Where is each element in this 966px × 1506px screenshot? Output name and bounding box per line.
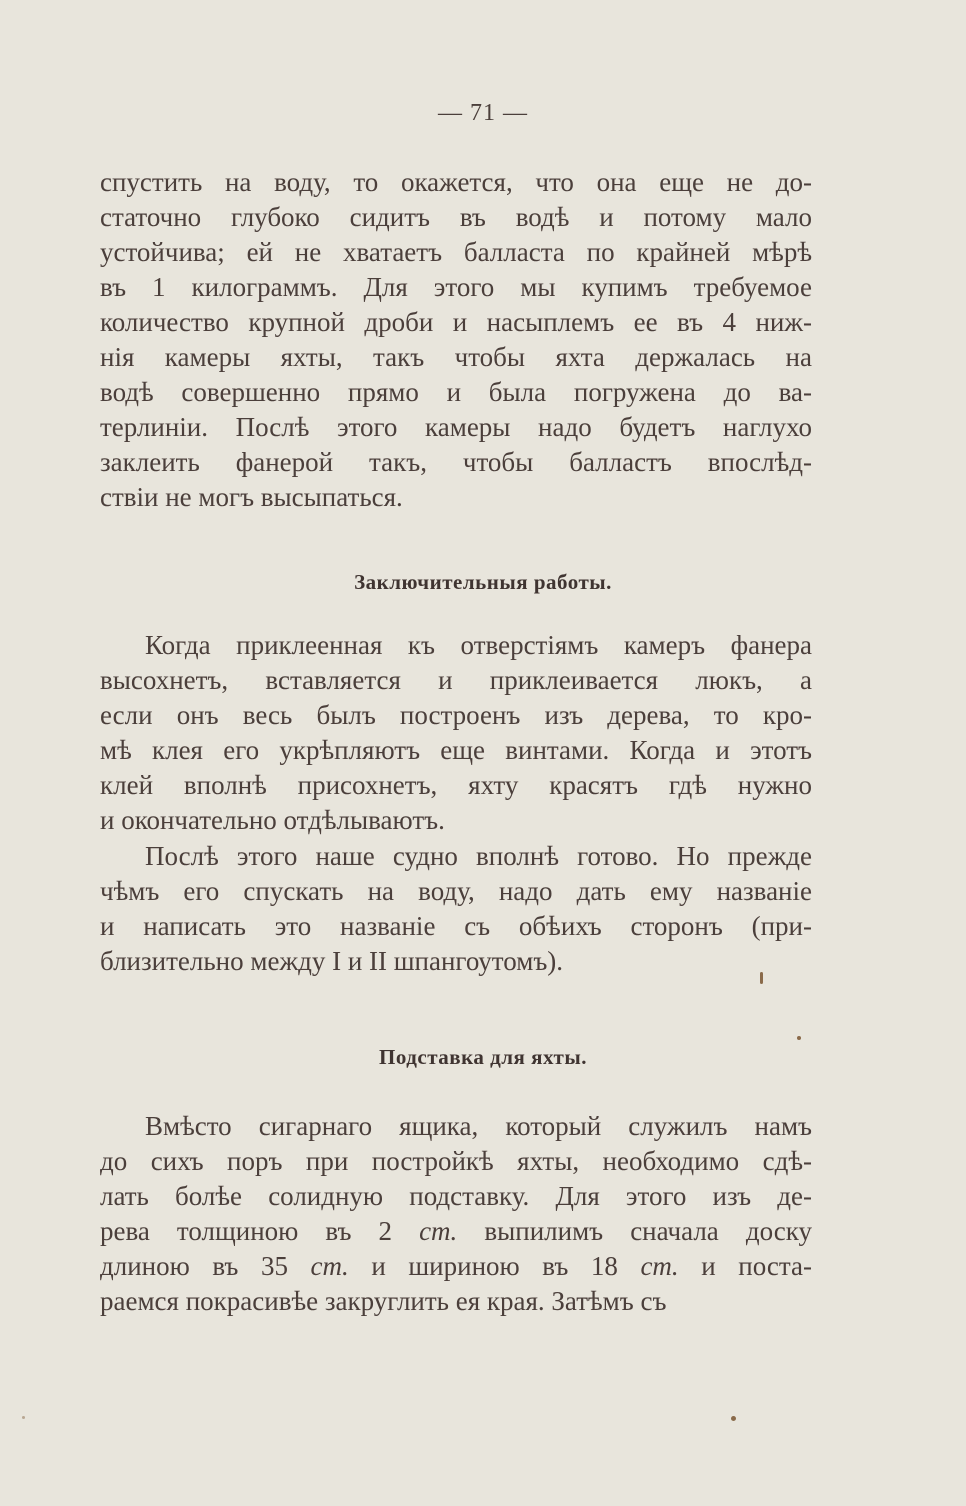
- text-line: Послѣ этого наше судно вполнѣ готово. Но прежде: [145, 841, 812, 871]
- text-line: нія камеры яхты, такъ чтобы яхта держалась на: [100, 342, 812, 372]
- text-line: до сихъ поръ при постройкѣ яхты, необходимо сдѣ-: [100, 1146, 812, 1176]
- text-line: Вмѣсто сигарнаго ящика, который служилъ намъ: [145, 1111, 812, 1141]
- text-line: близительно между I и II шпангоутомъ).: [100, 946, 564, 976]
- paragraph-ballast: [100, 165, 812, 515]
- text-line: и окончательно отдѣлываютъ.: [100, 805, 445, 835]
- text-line: въ 1 килограммъ. Для этого мы купимъ требуемое: [100, 272, 812, 302]
- text-line: заклеить фанерой такъ, чтобы балластъ впослѣд-: [100, 447, 812, 477]
- section-heading-stand: Подставка для яхты.: [379, 1045, 587, 1069]
- paper-blemish: [731, 1416, 736, 1421]
- text-line: высохнетъ, вставляется и приклеивается люкъ, а: [100, 665, 812, 695]
- text-line: терлиніи. Послѣ этого камеры надо будетъ наглухо: [100, 412, 812, 442]
- text-line: раемся покрасивѣе закруглить ея края. Затѣмъ съ: [100, 1286, 667, 1316]
- text-line: длиною въ 35 cm. и шириною въ 18 cm. и поста-: [100, 1251, 812, 1281]
- page-number: — 71 —: [438, 100, 528, 126]
- text-line: мѣ клея его укрѣпляютъ еще винтами. Когда и этотъ: [100, 735, 812, 765]
- paper-blemish: [22, 1416, 25, 1419]
- text-line: спустить на воду, то окажется, что она еще не до-: [100, 167, 812, 197]
- paper-blemish: [760, 972, 763, 984]
- text-line: и написать это названіе съ обѣихъ сторонъ (при-: [100, 911, 812, 941]
- text-line: клей вполнѣ присохнетъ, яхту красятъ гдѣ нужно: [100, 770, 812, 800]
- paper-blemish: [797, 1036, 801, 1040]
- text-line: рева толщиною въ 2 cm. выпилимъ сначала доску: [100, 1216, 812, 1246]
- text-line: лать болѣе солидную подставку. Для этого изъ де-: [100, 1181, 812, 1211]
- section-heading-final-work: Заключительныя работы.: [354, 570, 612, 594]
- paragraph-stand: [100, 1109, 812, 1319]
- text-line: устойчива; ей не хватаетъ балласта по крайней мѣрѣ: [100, 237, 812, 267]
- paragraph-naming: [100, 839, 812, 979]
- text-line: чѣмъ его спускать на воду, надо дать ему названіе: [100, 876, 812, 906]
- text-line: если онъ весь былъ построенъ изъ дерева, то кро-: [100, 700, 812, 730]
- text-line: водѣ совершенно прямо и была погружена до ва-: [100, 377, 812, 407]
- text-line: количество крупной дроби и насыплемъ ее въ 4 ниж-: [100, 307, 812, 337]
- text-line: статочно глубоко сидитъ въ водѣ и потому мало: [100, 202, 812, 232]
- paragraph-hatch: [100, 628, 812, 838]
- text-line: ствіи не могъ высыпаться.: [100, 482, 403, 512]
- text-line: Когда приклеенная къ отверстіямъ камеръ фанера: [145, 630, 812, 660]
